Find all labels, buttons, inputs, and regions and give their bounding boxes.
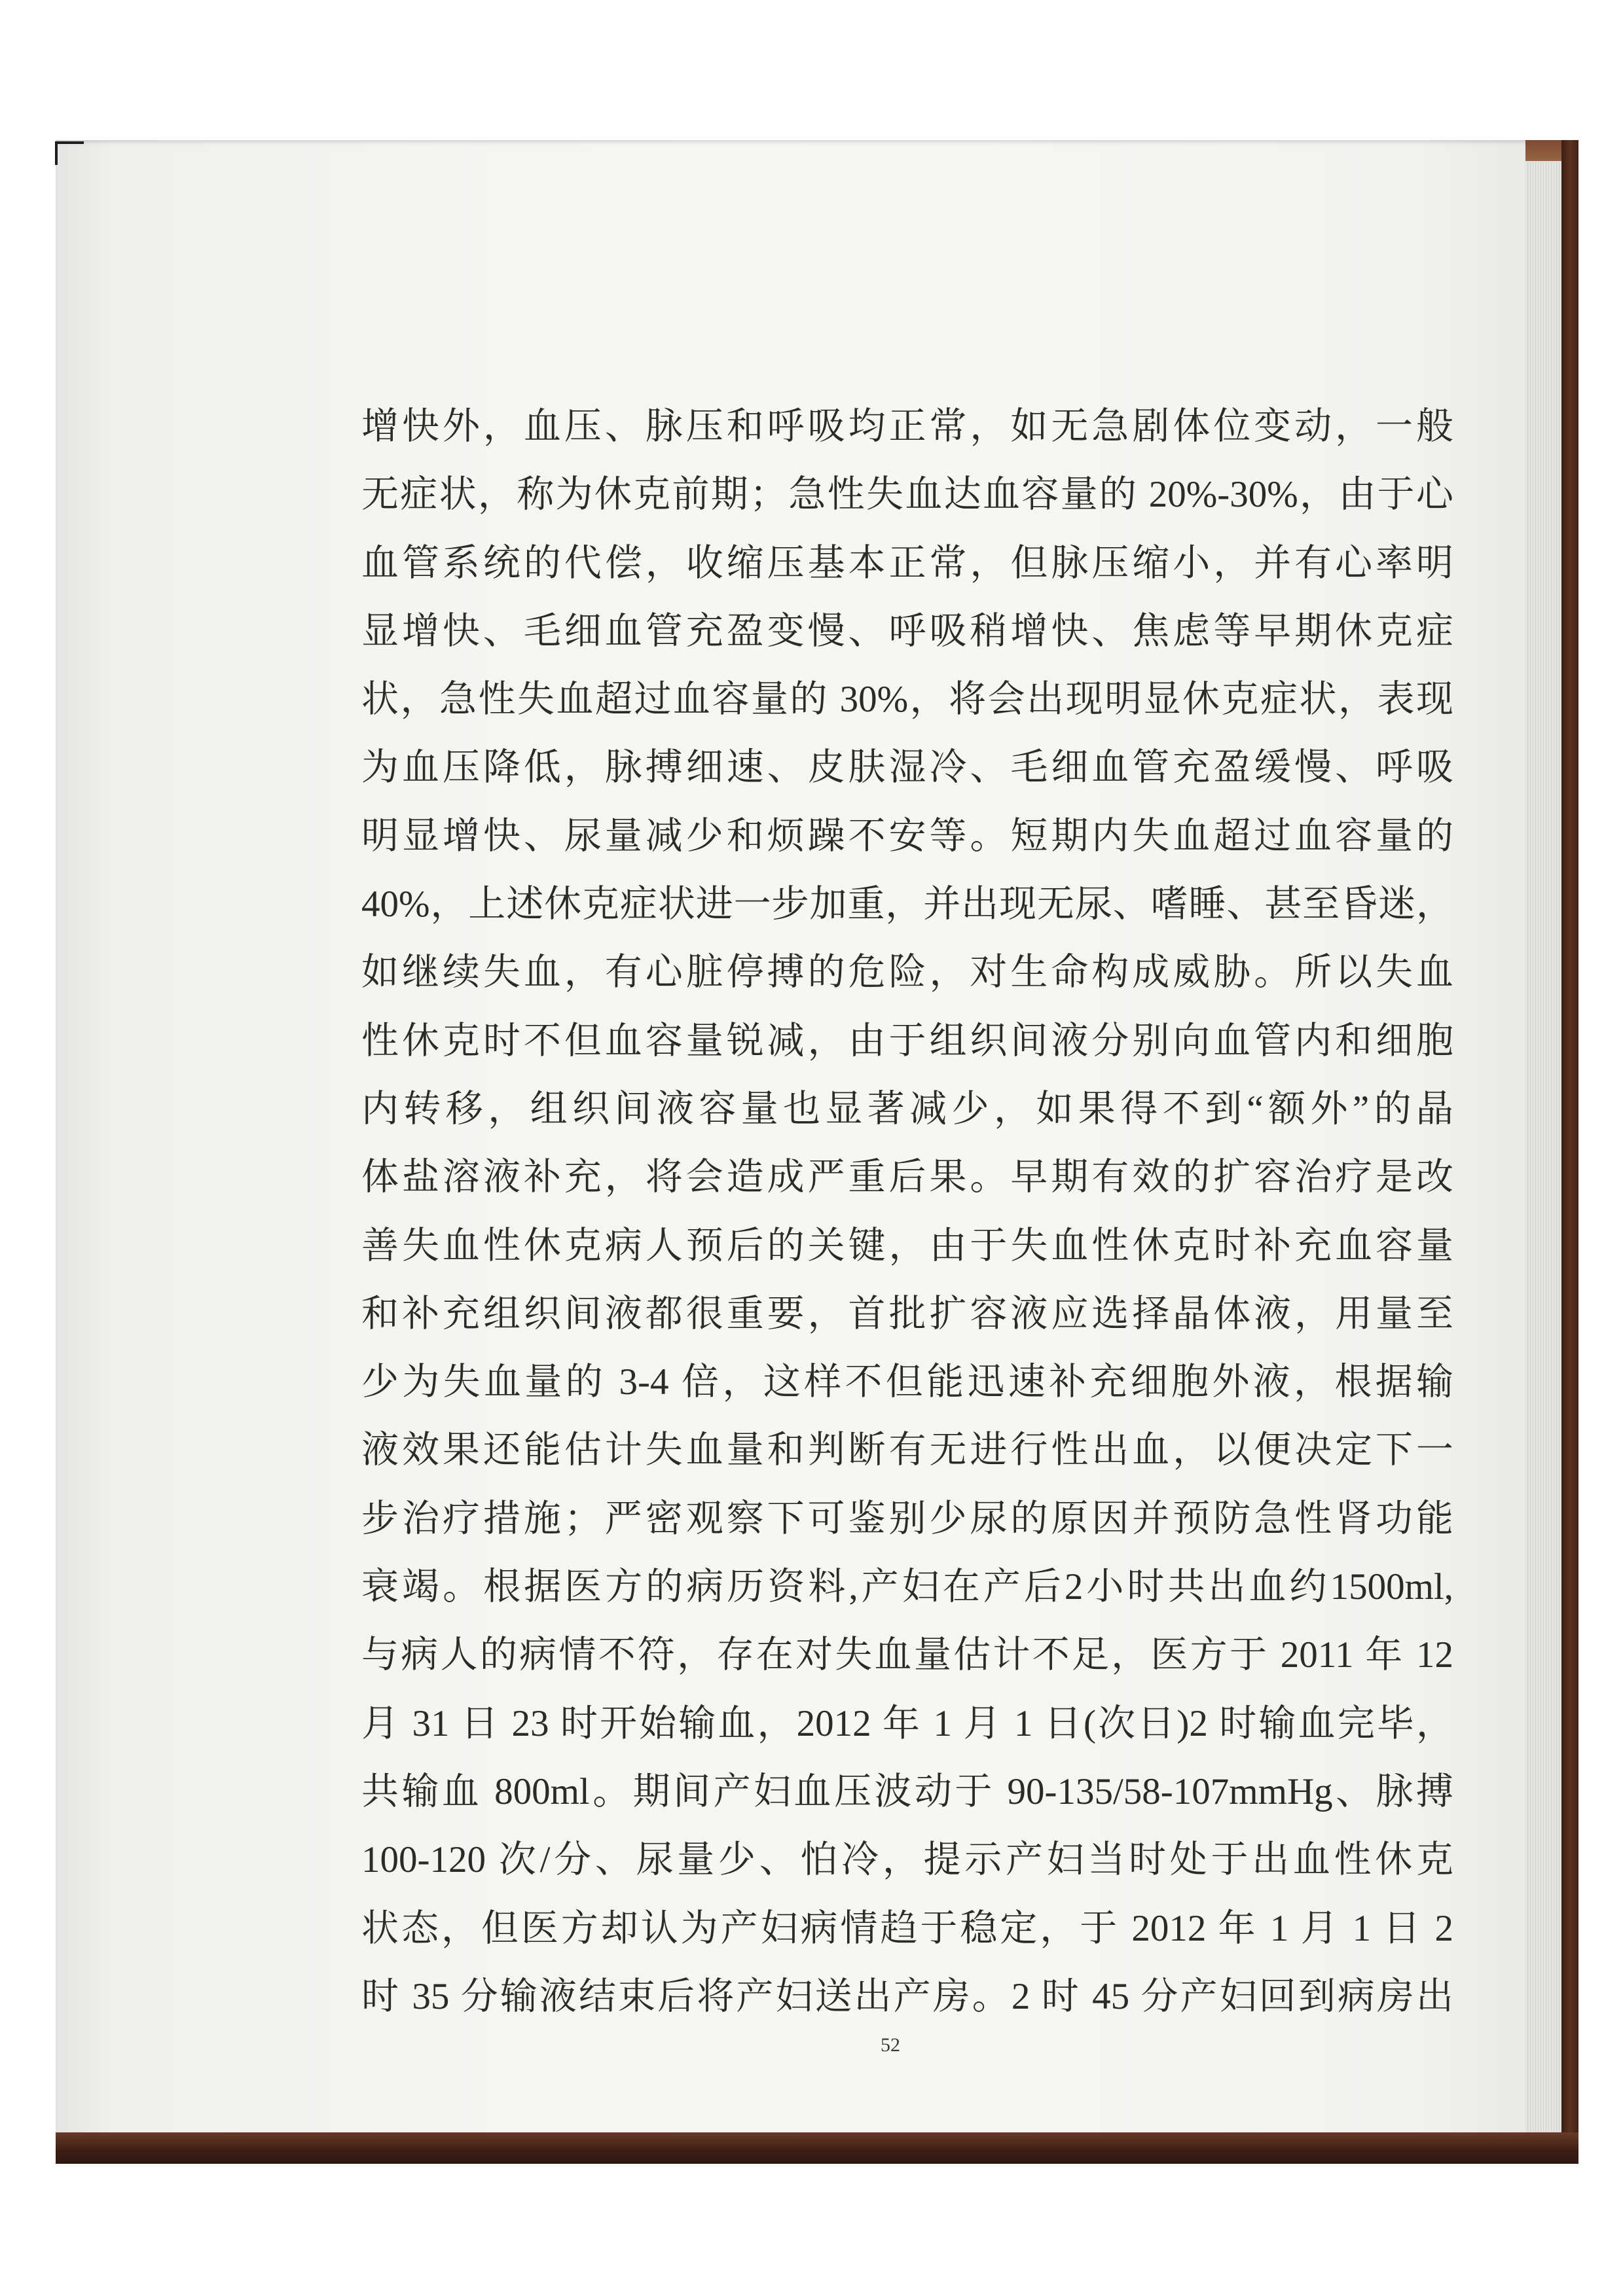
corner-crop-mark xyxy=(55,141,84,165)
text-line: 明显增快、尿量减少和烦躁不安等。短期内失血超过血容量的 xyxy=(361,815,1453,857)
text-line: 如继续失血，有心脏停搏的危险，对生命构成威胁。所以失血 xyxy=(361,952,1453,994)
book-edge-top-sliver xyxy=(1525,140,1561,161)
text-line: 无症状，称为休克前期；急性失血达血容量的 20%-30%，由于心 xyxy=(361,474,1453,516)
text-line: 月 31 日 23 时开始输血，2012 年 1 月 1 日(次日)2 时输血完毕， xyxy=(361,1702,1453,1744)
text-line: 液效果还能估计失血量和判断有无进行性出血，以便决定下一 xyxy=(361,1429,1453,1471)
text-line: 共输血 800ml。期间产妇血压波动于 90-135/58-107mmHg、脉搏 xyxy=(361,1770,1453,1812)
text-line: 善失血性休克病人预后的关键，由于失血性休克时补充血容量 xyxy=(361,1225,1453,1266)
text-line: 与病人的病情不符，存在对失血量估计不足，医方于 2011 年 12 xyxy=(361,1634,1453,1676)
text-line: 步治疗措施；严密观察下可鉴别少尿的原因并预防急性肾功能 xyxy=(361,1498,1453,1539)
text-line: 状态，但医方却认为产妇病情趋于稳定，于 2012 年 1 月 1 日 2 xyxy=(361,1907,1453,1949)
book-edge-right xyxy=(1561,140,1578,2164)
text-line: 增快外，血压、脉压和呼吸均正常，如无急剧体位变动，一般 xyxy=(361,406,1453,447)
body-text xyxy=(361,393,1453,2031)
text-line: 性休克时不但血容量锐减，由于组织间液分别向血管内和细胞 xyxy=(361,1020,1453,1062)
text-line: 和补充组织间液都很重要，首批扩容液应选择晶体液，用量至 xyxy=(361,1293,1453,1335)
book-edge-bottom xyxy=(56,2132,1578,2164)
page-number: 52 xyxy=(881,2034,900,2056)
text-line: 衰竭。根据医方的病历资料,产妇在产后2小时共出血约1500ml, xyxy=(361,1566,1453,1608)
text-line: 少为失血量的 3-4 倍，这样不但能迅速补充细胞外液，根据输 xyxy=(361,1361,1453,1403)
text-line: 显增快、毛细血管充盈变慢、呼吸稍增快、焦虑等早期休克症 xyxy=(361,610,1453,652)
page-stack-edge xyxy=(1525,161,1561,2134)
text-line: 内转移，组织间液容量也显著减少，如果得不到“额外”的晶 xyxy=(361,1088,1453,1130)
text-line: 血管系统的代偿，收缩压基本正常，但脉压缩小，并有心率明 xyxy=(361,542,1453,584)
text-line: 时 35 分输液结束后将产妇送出产房。2 时 45 分产妇回到病房出 xyxy=(361,1975,1453,2017)
text-line: 100-120 次/分、尿量少、怕冷，提示产妇当时处于出血性休克 xyxy=(361,1839,1453,1881)
text-line: 状，急性失血超过血容量的 30%，将会出现明显休克症状，表现 xyxy=(361,679,1453,721)
text-line: 40%，上述休克症状进一步加重，并出现无尿、嗜睡、甚至昏迷， xyxy=(361,884,1453,925)
text-line: 体盐溶液补充，将会造成严重后果。早期有效的扩容治疗是改 xyxy=(361,1157,1453,1198)
text-line: 为血压降低，脉搏细速、皮肤湿冷、毛细血管充盈缓慢、呼吸 xyxy=(361,747,1453,789)
